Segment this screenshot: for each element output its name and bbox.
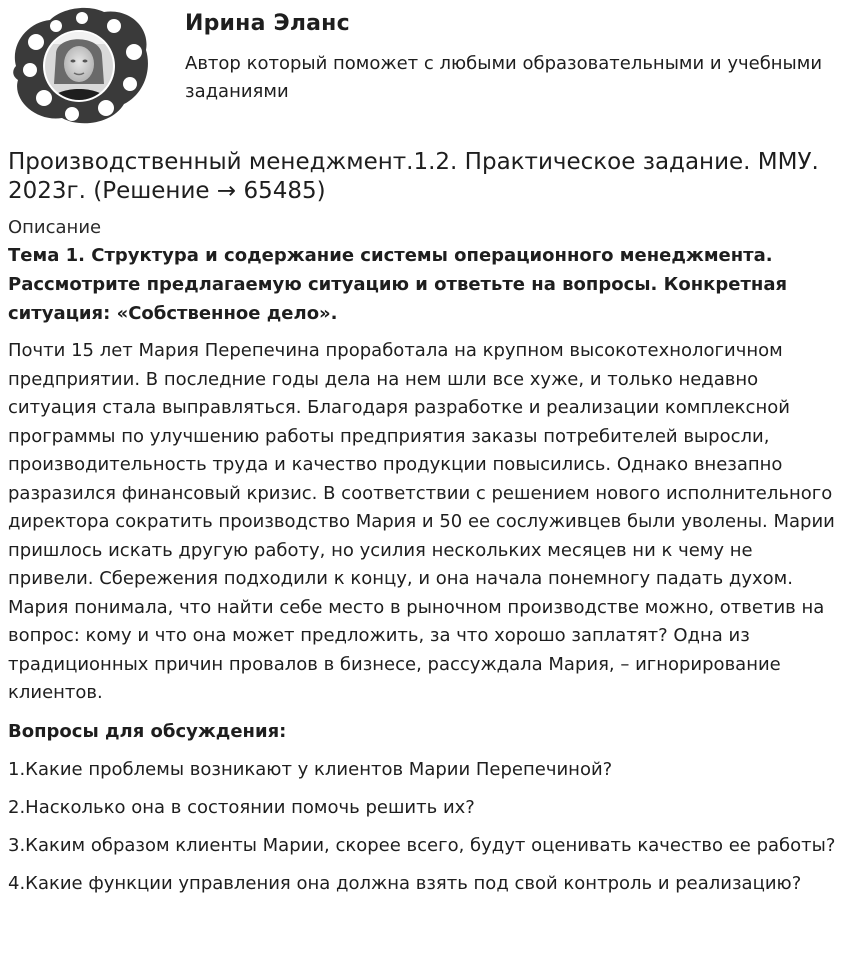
reel-hole: [65, 107, 79, 121]
author-avatar[interactable]: [6, 4, 152, 128]
situation-paragraph: Почти 15 лет Мария Перепечина проработала на крупном высокотехнологичном предприятии. В последние годы дела на нем шли все хуже, и только недавно ситуация стала выправляться. Благодаря разработке и реализации комплексной программы по улучшению работы предприятия заказы потребителей выросли, производительность труда и качество продукции повысились. Однако внезапно разразился финансовый кризис. В соответствии с решением нового исполнительного директора сократить производство Мария и 50 ее сослуживцев были уволены. Марии пришлось искать другую работу, но усилия нескольких месяцев ни к чему не привели. Сбережения подходили к концу, и она начала понемногу падать духом. Мария понимала, что найти себе место в рыночном производстве можно, ответив на вопрос: кому и что она может предложить, за что хорошо заплатят? Одна из традиционных причин провалов в бизнесе, рассуждала Мария, – игнорирование клиентов.: [8, 340, 835, 703]
topic-heading: Тема 1. Структура и содержание системы операционного менеджмента. Рассмотрите предлагаемую ситуацию и ответьте на вопросы. Конкретная ситуация: «Собственное дело».: [8, 245, 788, 324]
reel-hole: [36, 90, 52, 106]
question-item: 2.Насколько она в состоянии помочь решить их?: [8, 796, 475, 818]
author-header: [0, 0, 847, 140]
question-item: 3.Каким образом клиенты Марии, скорее всего, будут оценивать качество ее работы?: [8, 834, 836, 856]
reel-hole: [76, 12, 88, 24]
questions-list: [8, 756, 840, 898]
author-description: Автор который поможет с любыми образовательными и учебными заданиями: [185, 53, 823, 102]
document-title: Производственный менеджмент.1.2. Практическое задание. ММУ. 2023г. (Решение → 65485): [8, 149, 819, 204]
reel-hole: [50, 20, 62, 32]
reel-hole: [107, 19, 121, 33]
description-label: Описание: [8, 217, 102, 238]
reel-hole: [123, 77, 137, 91]
reel-hole: [28, 34, 44, 50]
reel-hole: [23, 63, 37, 77]
document-body: [8, 148, 840, 898]
question-item: 4.Какие функции управления она должна взять под свой контроль и реализацию?: [8, 872, 802, 894]
reel-hole: [98, 100, 114, 116]
questions-header: Вопросы для обсуждения:: [8, 720, 287, 742]
reel-hole: [126, 44, 142, 60]
question-item: 1.Какие проблемы возникают у клиентов Марии Перепечиной?: [8, 758, 613, 780]
author-name[interactable]: Ирина Эланс: [185, 11, 350, 36]
